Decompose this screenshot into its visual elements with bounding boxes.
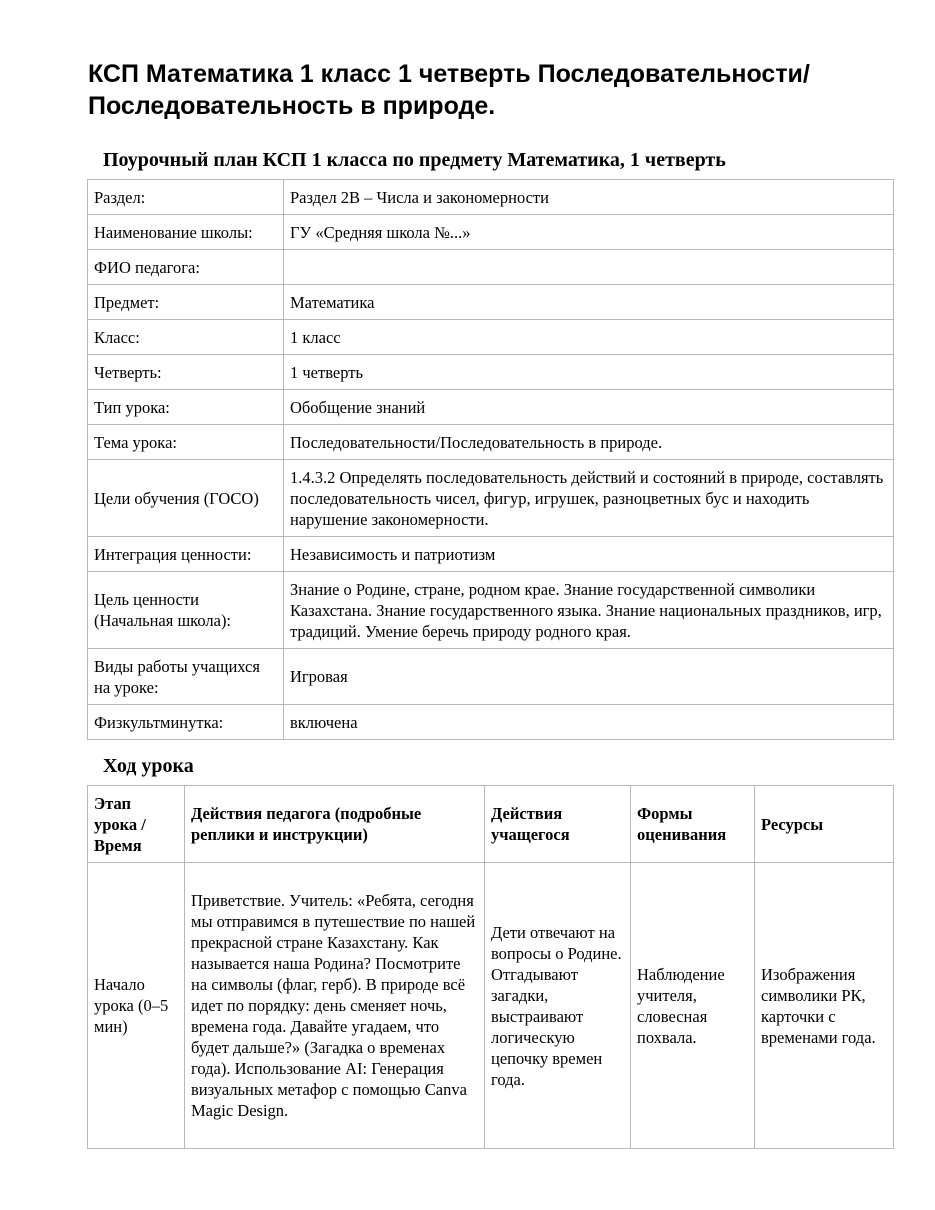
info-value	[284, 250, 894, 285]
info-value: Последовательности/Последовательность в природе.	[284, 425, 894, 460]
info-label: Тип урока:	[88, 390, 284, 425]
plan-subtitle: Поурочный план КСП 1 класса по предмету Математика, 1 четверть	[103, 149, 726, 171]
table-row	[88, 863, 894, 1149]
resources-cell: Изображения символики РК, карточки с временами года.	[755, 863, 894, 1149]
info-label: Раздел:	[88, 180, 284, 215]
info-label: Цель ценности (Начальная школа):	[88, 572, 284, 649]
header-teacher-actions: Действия педагога (подробные реплики и инструкции)	[185, 786, 485, 863]
assessment-forms-cell: Наблюдение учителя, словесная похвала.	[631, 863, 755, 1149]
info-label: Физкультминутка:	[88, 705, 284, 740]
header-stage-time: Этап урока / Время	[88, 786, 185, 863]
lesson-progress-heading: Ход урока	[103, 755, 194, 777]
stage-time-cell: Начало урока (0–5 мин)	[88, 863, 185, 1149]
info-label: ФИО педагога:	[88, 250, 284, 285]
document-title: КСП Математика 1 класс 1 четверть Последовательности/ Последовательность в природе.	[88, 60, 810, 120]
info-row-value-integration	[88, 537, 894, 572]
student-actions-cell: Дети отвечают на вопросы о Родине. Отгадывают загадки, выстраивают логическую цепочку времен года.	[485, 863, 631, 1149]
info-row-school	[88, 215, 894, 250]
teacher-actions-cell: Приветствие. Учитель: «Ребята, сегодня мы отправимся в путешествие по нашей прекрасной стране Казахстану. Как называется наша Родина? Посмотрите на символы (флаг, герб). В природе всё идет по порядку: день сменяет ночь, времена года. Давайте угадаем, что будет дальше?» (Загадка о временах года). Использование AI: Генерация визуальных метафор с помощью Canva Magic Design.	[185, 863, 485, 1149]
info-label: Цели обучения (ГОСО)	[88, 460, 284, 537]
header-student-actions: Действия учащегося	[485, 786, 631, 863]
info-row-physical-break	[88, 705, 894, 740]
info-row-lesson-topic	[88, 425, 894, 460]
info-value: Раздел 2В – Числа и закономерности	[284, 180, 894, 215]
info-row-learning-goals	[88, 460, 894, 537]
header-assessment-forms: Формы оценивания	[631, 786, 755, 863]
info-value: Математика	[284, 285, 894, 320]
info-row-teacher	[88, 250, 894, 285]
info-value: Независимость и патриотизм	[284, 537, 894, 572]
info-value: Обобщение знаний	[284, 390, 894, 425]
info-label: Интеграция ценности:	[88, 537, 284, 572]
info-value: 1 класс	[284, 320, 894, 355]
info-row-subject	[88, 285, 894, 320]
header-resources: Ресурсы	[755, 786, 894, 863]
info-value: включена	[284, 705, 894, 740]
info-row-grade	[88, 320, 894, 355]
info-label: Наименование школы:	[88, 215, 284, 250]
info-row-lesson-type	[88, 390, 894, 425]
info-value: Игровая	[284, 649, 894, 705]
info-label: Виды работы учащихся на уроке:	[88, 649, 284, 705]
lesson-table-header	[88, 786, 894, 863]
info-row-value-goal	[88, 572, 894, 649]
lesson-progress-table	[87, 785, 894, 1149]
info-row-quarter	[88, 355, 894, 390]
info-value: 1 четверть	[284, 355, 894, 390]
info-label: Предмет:	[88, 285, 284, 320]
info-label: Тема урока:	[88, 425, 284, 460]
info-value: 1.4.3.2 Определять последовательность действий и состояний в природе, составлять последовательность чисел, фигур, игрушек, разноцветных бус и находить нарушение закономерности.	[284, 460, 894, 537]
info-value: ГУ «Средняя школа №...»	[284, 215, 894, 250]
info-value: Знание о Родине, стране, родном крае. Знание государственной символики Казахстана. Знание государственного языка. Знание национальных праздников, игр, традиций. Умение беречь природу родного края.	[284, 572, 894, 649]
info-label: Четверть:	[88, 355, 284, 390]
info-label: Класс:	[88, 320, 284, 355]
info-row-work-types	[88, 649, 894, 705]
lesson-info-table	[87, 179, 894, 740]
info-row-section	[88, 180, 894, 215]
